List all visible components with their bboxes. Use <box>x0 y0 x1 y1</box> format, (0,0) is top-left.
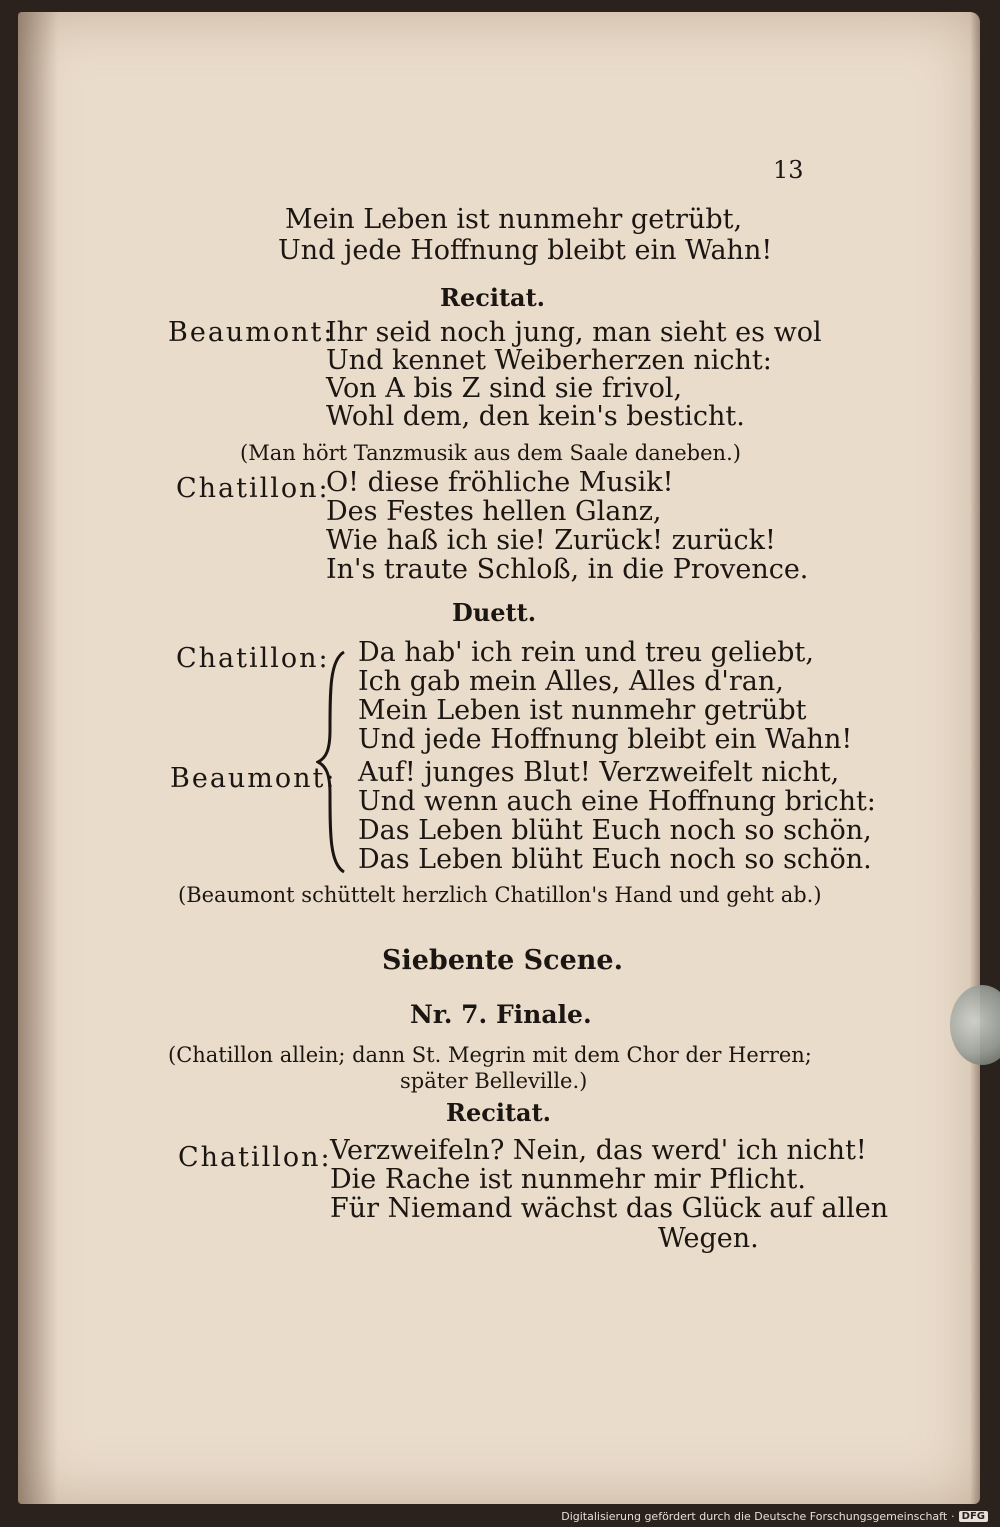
brace-icon <box>316 650 350 874</box>
verse-line: Und wenn auch eine Hoffnung bricht: <box>358 786 876 817</box>
verse-line: Und kennet Weiberherzen nicht: <box>326 345 772 376</box>
section-heading: Recitat. <box>446 1098 552 1127</box>
verse-line: Und jede Hoffnung bleibt ein Wahn! <box>358 724 853 755</box>
stage-direction: (Beaumont schüttelt herzlich Chatillon's Hand und geht ab.) <box>178 883 822 907</box>
verse-line: Und jede Hoffnung bleibt ein Wahn! <box>278 235 773 266</box>
verse-line: Auf! junges Blut! Verzweifelt nicht, <box>358 757 840 788</box>
verse-line: Wegen. <box>658 1223 759 1254</box>
verse-line: Ihr seid noch jung, man sieht es wol <box>326 317 822 348</box>
verse-line: Da hab' ich rein und treu geliebt, <box>358 637 814 668</box>
verse-line: Von A bis Z sind sie frivol, <box>326 373 683 404</box>
stage-direction: (Chatillon allein; dann St. Megrin mit dem Chor der Herren; <box>168 1043 812 1067</box>
scene-title: Siebente Scene. <box>382 945 623 976</box>
verse-line: Für Niemand wächst das Glück auf allen <box>330 1193 889 1224</box>
section-heading: Recitat. <box>440 283 546 312</box>
speaker-label: Beaumont: <box>170 763 337 794</box>
speaker-label: Chatillon: <box>176 473 330 504</box>
stage-direction: später Belleville.) <box>400 1069 588 1093</box>
verse-line: Das Leben blüht Euch noch so schön, <box>358 815 872 846</box>
verse-line: O! diese fröhliche Musik! <box>326 467 674 498</box>
verse-line: Ich gab mein Alles, Alles d'ran, <box>358 666 784 697</box>
verse-line: Mein Leben ist nunmehr getrübt, <box>285 204 743 235</box>
digitization-footer <box>561 1510 988 1523</box>
verse-line: In's traute Schloß, in die Provence. <box>326 554 809 585</box>
verse-line: Wie haß ich sie! Zurück! zurück! <box>326 525 776 556</box>
verse-line: Wohl dem, den kein's besticht. <box>326 401 745 432</box>
footer-credit: Digitalisierung gefördert durch die Deutsche Forschungsgemeinschaft <box>561 1510 948 1523</box>
verse-line: Des Festes hellen Glanz, <box>326 496 662 527</box>
section-heading: Duett. <box>452 598 537 627</box>
spine-shadow <box>18 12 58 1504</box>
speaker-label: Chatillon: <box>176 643 330 674</box>
number-title: Nr. 7. Finale. <box>410 1000 592 1029</box>
verse-line: Verzweifeln? Nein, das werd' ich nicht! <box>330 1135 867 1166</box>
dfg-logo: DFG <box>959 1511 988 1522</box>
page-number: 13 <box>773 156 804 184</box>
speaker-label: Chatillon: <box>178 1142 332 1173</box>
speaker-label: Beaumont: <box>168 317 335 348</box>
page-edge <box>970 12 980 1504</box>
verse-line: Das Leben blüht Euch noch so schön. <box>358 844 872 875</box>
footer-separator: · <box>951 1510 955 1523</box>
verse-line: Mein Leben ist nunmehr getrübt <box>358 695 807 726</box>
verse-line: Die Rache ist nunmehr mir Pflicht. <box>330 1164 806 1195</box>
stage-direction: (Man hört Tanzmusik aus dem Saale daneben.) <box>240 441 741 465</box>
